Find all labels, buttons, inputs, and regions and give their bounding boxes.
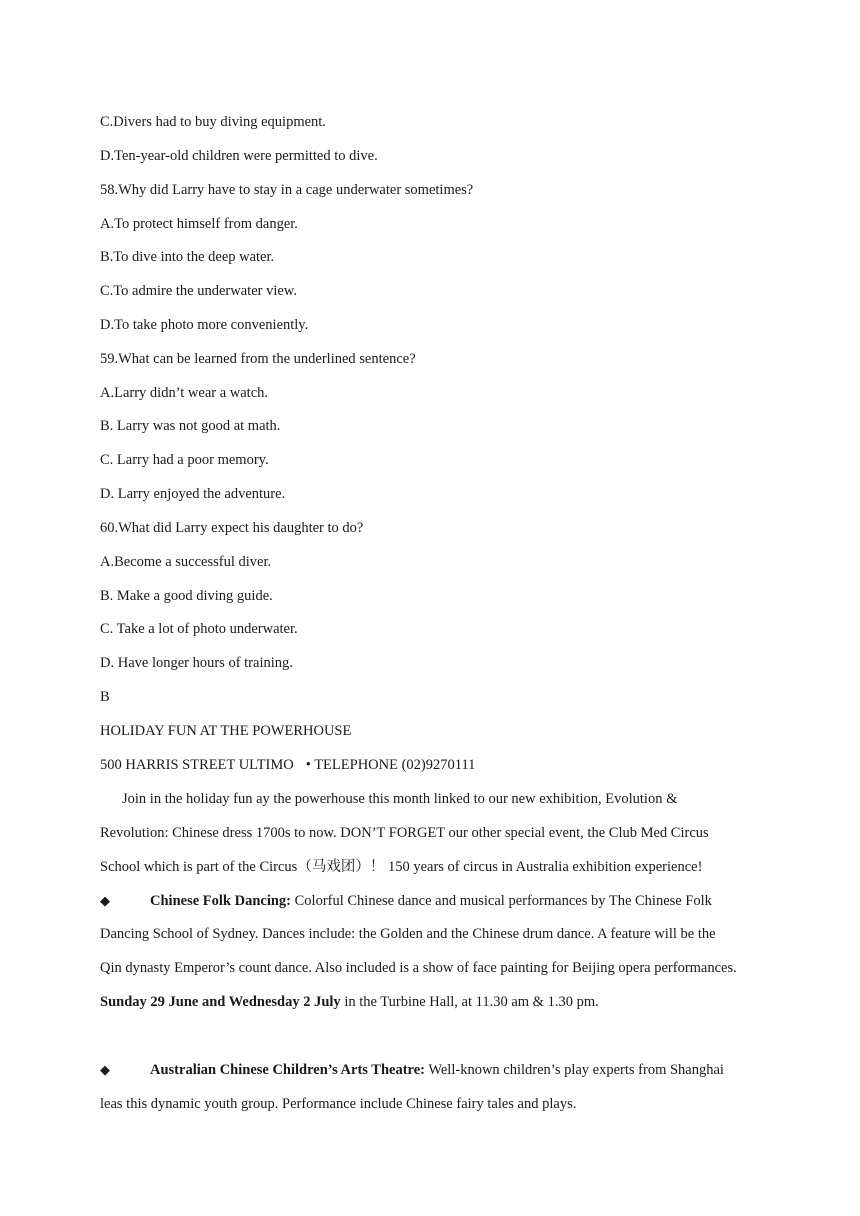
folk-dancing-line-2: Dancing School of Sydney. Dances include: the Golden and the Chinese drum dance. A feature will be the	[100, 926, 716, 942]
q59-option-b: B. Larry was not good at math.	[100, 418, 281, 434]
q58-option-a: A.To protect himself from danger.	[100, 216, 298, 232]
q58-option-c: C.To admire the underwater view.	[100, 283, 297, 299]
item-heading-childrens-theatre: Australian Chinese Children’s Arts Theatre:	[150, 1062, 425, 1078]
section-label: B	[100, 689, 110, 705]
q59-option-c: C. Larry had a poor memory.	[100, 452, 269, 468]
item-heading-folk-dancing: Chinese Folk Dancing:	[150, 893, 291, 909]
q57-option-d: D.Ten-year-old children were permitted to dive.	[100, 148, 378, 164]
diamond-bullet-icon: ◆	[100, 894, 110, 909]
q60-question: 60.What did Larry expect his daughter to do?	[100, 520, 364, 536]
address-line	[100, 756, 780, 774]
q60-option-a: A.Become a successful diver.	[100, 554, 272, 570]
passage-title: HOLIDAY FUN AT THE POWERHOUSE	[100, 723, 352, 739]
item-text: Well-known children’s play experts from Shanghai	[424, 1062, 724, 1078]
intro-line-1: Join in the holiday fun ay the powerhouse this month linked to our new exhibition, Evolution &	[122, 791, 678, 807]
intro-line-3: School which is part of the Circus（马戏团）！ 150 years of circus in Australia exhibition experience!	[100, 859, 703, 875]
q58-option-b: B.To dive into the deep water.	[100, 249, 275, 265]
folk-dancing-dates: Sunday 29 June and Wednesday 2 July	[100, 994, 341, 1010]
q57-option-c: C.Divers had to buy diving equipment.	[100, 114, 326, 130]
q60-option-c: C. Take a lot of photo underwater.	[100, 621, 298, 637]
q58-option-d: D.To take photo more conveniently.	[100, 317, 309, 333]
folk-dancing-schedule	[100, 993, 780, 1011]
q60-option-b: B. Make a good diving guide.	[100, 588, 273, 604]
q59-option-a: A.Larry didn’t wear a watch.	[100, 385, 269, 401]
childrens-theatre-line-2: leas this dynamic youth group. Performance include Chinese fairy tales and plays.	[100, 1096, 577, 1112]
folk-dancing-venue: in the Turbine Hall, at 11.30 am & 1.30 pm.	[340, 994, 599, 1010]
q60-option-d: D. Have longer hours of training.	[100, 655, 293, 671]
item-text: Colorful Chinese dance and musical performances by The Chinese Folk	[291, 893, 712, 909]
q58-question: 58.Why did Larry have to stay in a cage underwater sometimes?	[100, 182, 474, 198]
address: 500 HARRIS STREET ULTIMO	[100, 757, 294, 773]
folk-dancing-line-3: Qin dynasty Emperor’s count dance. Also included is a show of face painting for Beijing opera performances.	[100, 960, 737, 976]
intro-line-2: Revolution: Chinese dress 1700s to now. DON’T FORGET our other special event, the Club Med Circus	[100, 825, 709, 841]
diamond-bullet-icon: ◆	[100, 1063, 110, 1078]
q59-option-d: D. Larry enjoyed the adventure.	[100, 486, 286, 502]
bullet-item-childrens-theatre	[100, 1061, 780, 1080]
telephone: • TELEPHONE (02)9270111	[305, 757, 476, 773]
bullet-item-folk-dancing	[100, 892, 780, 911]
q59-question: 59.What can be learned from the underlined sentence?	[100, 351, 416, 367]
